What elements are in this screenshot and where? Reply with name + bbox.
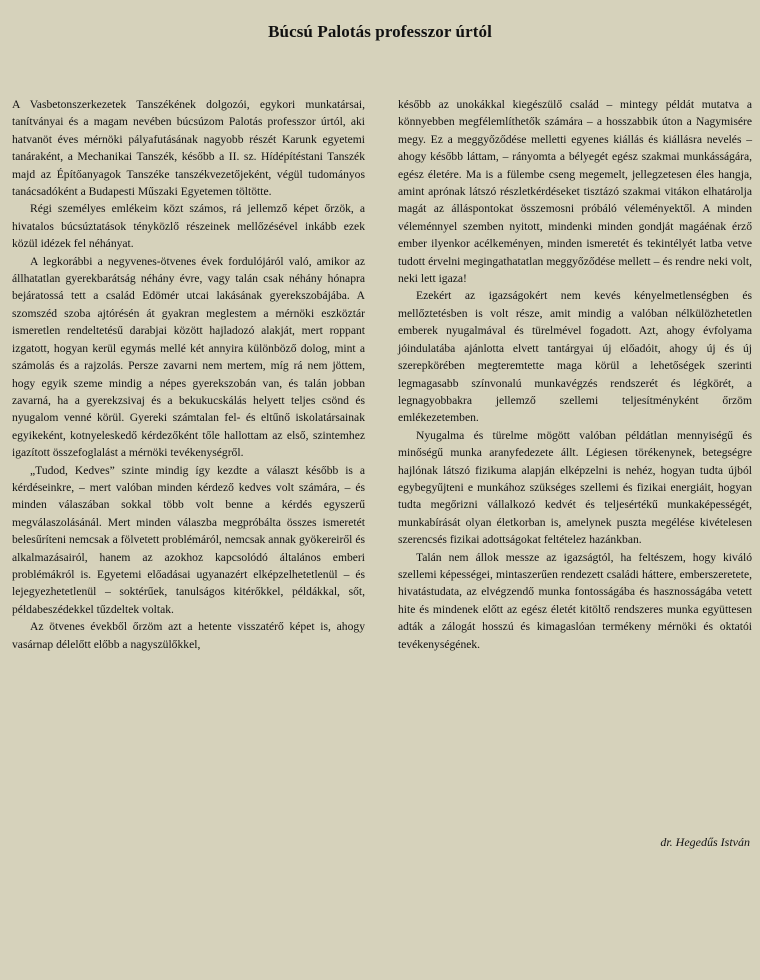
article-title: Búcsú Palotás professzor úrtól [268,22,492,41]
left-column [12,96,365,653]
paragraph: Talán nem állok messze az igazságtól, ha feltészem, hogy kiváló szellemi képességei, mintaszerűen rendezett családi háttere, emberszeretete, hivatástudata, az elvégzendő munka fontosságába és hasznosságába vetett hite és mindenek előtt az egész életét kitöltő rendszeres munka együttesen adták a zálogát hosszú és kimagaslóan termékeny mérnöki és oktatói tevékenységének. [398,550,752,651]
right-column [398,96,752,653]
paragraph: A Vasbetonszerkezetek Tanszékének dolgozói, egykori munkatársai, tanítványai és a magam nevében búcsúzom Palotás professzor úrtól, aki hatvanöt éves mérnöki pályafutásának nagyobb részét Karunk egyetemi tanáraként, a Mechanikai Tanszék, később a II. sz. Hídépítéstani Tanszék majd az Építőanyagok Tanszéke tanszékvezetőjeként, végül tudományos tanácsadóként a Budapesti Műszaki Egyetemen töltötte. [12,98,365,199]
paragraph: A legkorábbi a negyvenes-ötvenes évek fordulójáról való, amikor az állhatatlan gyerekbarátság néhány évre, vagy talán csak néhány hónapra bejáratossá tett a család Edömér utcai lakásának gyerekszobájába. A szomszéd szoba ajtórésén át gyakran meglestem a mérnöki eszköztár ismeretlen rendeltetésű darabjai között hajladozó alakját, mert roppant izgatott, hogyan kerül egymás mellé két annyira különböző dolog, mint a számolás és a rajzolás. Persze zavarni nem mertem, míg rá nem jöttem, hogy egyik szeme mindig a népes gyerekszobán van, és talán jobban zavarná, ha a gyerekzsivaj és a bekukucskálás helyett teljes csönd és nyugalom venné körül. Gyereki számtalan fel- és eltűnő iskolatársainak egyikeként, kotnyeleskedő kérdezőként tőle hallottam az első, szintemhez igazított összefoglalást a mérnöki tevékenységről. [12,254,365,460]
paragraph: később az unokákkal kiegészülő család – mintegy példát mutatva a könnyebben megfélemlíthetők számára – a hosszabbik úton a Nagymisére megy. Ez a meggyőződése melletti egyenes kiállás és kiállásra nevelés – ahogy később láttam, – rányomta a bélyegét egész szakmai munkásságára, egész életére. Ma is a fülembe cseng megemelt, jellegzetesen éles hangja, amint aprónak látszó részletkérdéseket tisztázó szakmai vitákon elhatárolja magát az álláspontokat összemosni próbáló véleményektől. A minden véleménnyel szemben nyitott, mindenki minden gondját magáénak érző ember ilyenkor acélkeményen, minden ismeretét és tekintélyét latba vetve tudott érvelni megingathatatlan meggyőződése mellett – és rendre neki volt, neki lett igaza! [398,98,752,286]
author-signature: dr. Hegedűs István [660,835,750,849]
paragraph: Ezekért az igazságokért nem kevés kényelmetlenségben és mellőztetésben is volt része, amit mindig a valóban nélkülözhetetlen emberek nyugalmával és türelmével fogadott. Azt, ahogy évfolyama jóindulatába ajánlotta elvett tantárgyai új előadóit, ahogy új és új szerepkörében megteremtette maga körül a lehetőségek szerinti legmagasabb színvonalú munkavégzés rendszerét és légkörét, a legnagyobbakra jellemző szellemi teljesítményként őrzöm emlékezetemben. [398,289,752,425]
paragraph: Régi személyes emlékeim közt számos, rá jellemző képet őrzök, a hivatalos búcsúztatások tényközlő részeinek mellőzésével inkább ezek közül idézek fel néhányat. [12,202,365,251]
paragraph: Az ötvenes évekből őrzöm azt a hetente visszatérő képet is, ahogy vasárnap délelőtt előbb a nagyszülőkkel, [12,620,365,651]
paragraph: „Tudod, Kedves” szinte mindig így kezdte a választ később is a kérdéseinkre, – mert valóban minden kérdező kedves volt számára, – és minden válaszában sokkal több volt benne a kérdés egyszerű megválaszolásánál. Mert minden válaszba megpróbálta összes ismeretét belesűríteni nemcsak a fölvetett problémáról, nemcsak annak gyökereiről és alkalmazásairól, hanem az azokhoz kapcsolódó általános emberi problémákról is. Egyetemi előadásai ugyanazért elképzelhetetlenül – és lejegyezhetetlenül – soktérűek, tanulságos kitérőkkel, példákkal, sőt, példabeszédekkel tűzdeltek voltak. [12,463,365,616]
paragraph: Nyugalma és türelme mögött valóban példátlan mennyiségű és minőségű munka aranyfedezete állt. Légiesen törékenynek, betegségre hajlónak látszó fizikuma alapján elképzelni is nehéz, hogyan tudta újból egybegyűjteni e munkához szükséges szellemi és fizikai energiáit, hogyan tudta megőrizni vállalkozó kedvét és teljesértékű munkaképességét, munkabírását olyan életkorban is, amelynek puszta megélése kivételesen szerencsés fizikai adottságokat feltételez hazánkban. [398,428,752,547]
